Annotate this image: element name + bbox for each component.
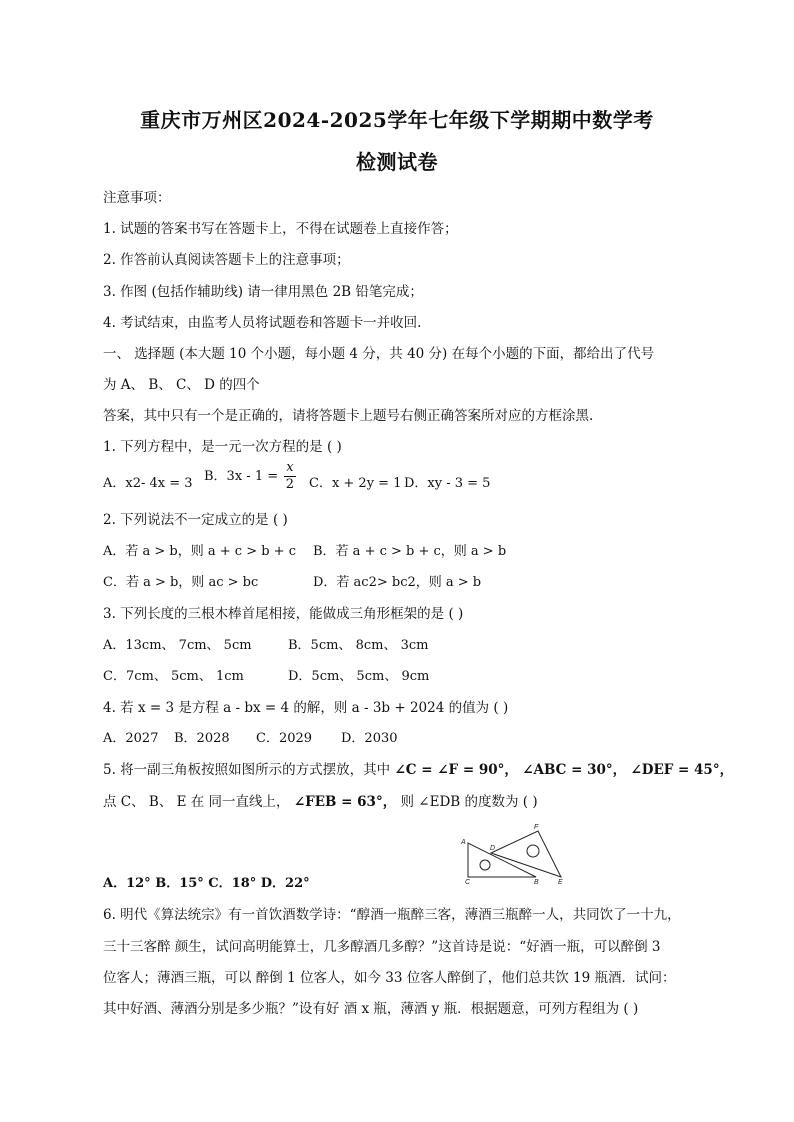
q5-condition-c-f: ∠C = ∠F = 90°， (394, 762, 518, 778)
q1-option-b (204, 460, 298, 493)
section1-line-2: 为 A、 B、 C、 D 的四个 (103, 377, 260, 393)
q5-stem-line-2-end: 则 ∠EDB 的度数为 ( ) (400, 794, 538, 810)
q5-label-f: F (534, 824, 539, 831)
title-line-1: 重庆市万州区2024-2025学年七年级下学期期中数学考 (140, 108, 654, 132)
notice-item-1: 1. 试题的答案书写在答题卡上，不得在试题卷上直接作答； (103, 221, 458, 237)
q3-stem: 3. 下列长度的三根木棒首尾相接，能做成三角形框架的是 ( ) (103, 606, 464, 622)
q2-option-b: B．若 a + c > b + c，则 a > b (313, 544, 507, 559)
q5-stem-line-2-text: 点 C、 B、 E 在 同一直线上， (103, 794, 290, 810)
notice-item-3: 3. 作图 (包括作辅助线) 请一律用黑色 2B 铅笔完成； (103, 284, 423, 300)
q2-option-d: D．若 ac2> bc2，则 a > b (313, 575, 482, 590)
q1-option-c: C．x + 2y = 1 (309, 476, 402, 491)
q5-label-a: A (461, 839, 466, 846)
q3-option-a: A．13cm、 7cm、 5cm (103, 638, 252, 653)
notice-item-2: 2. 作答前认真阅读答题卡上的注意事项； (103, 252, 350, 268)
q1-option-a: A．x2- 4x = 3 (103, 476, 193, 491)
q1-option-b-text: B．3x - 1 = (204, 469, 279, 484)
q5-condition-def: ∠DEF = 45°， (630, 762, 734, 778)
q5-stem-line-2 (103, 790, 538, 810)
q3-option-d: D．5cm、 5cm、 9cm (288, 669, 430, 684)
q2-option-a: A．若 a > b，则 a + c > b + c (103, 544, 296, 559)
q5-triangle-def (491, 831, 561, 877)
q4-option-d: D．2030 (341, 731, 398, 746)
q1-stem: 1. 下列方程中，是一元一次方程的是 ( ) (103, 439, 342, 455)
section1-line-3: 答案，其中只有一个是正确的，请将答题卡上题号右侧正确答案所对应的方框涂黑. (103, 408, 594, 424)
q5-label-b: B (534, 879, 539, 884)
q6-line-3: 位客人；薄酒三瓶，可以 醉倒 1 位客人，如今 33 位客人醉倒了，他们总共饮 19 瓶酒．试问： (103, 970, 676, 986)
q5-options: A．12° B．15° C．18° D．22° (103, 876, 310, 891)
q4-option-a: A．2027 (103, 731, 159, 746)
q2-stem: 2. 下列说法不一定成立的是 ( ) (103, 512, 288, 528)
q5-triangle-figure (458, 822, 573, 884)
q3-option-b: B．5cm、 8cm、 3cm (288, 638, 429, 653)
section1-line-1: 一、 选择题 (本大题 10 个小题，每小题 4 分，共 40 分) 在每个小题的下面，都给出了代号 (103, 346, 655, 362)
q5-label-d: D (490, 845, 496, 852)
q4-option-b: B．2028 (174, 731, 230, 746)
q1-option-d: D．xy - 3 = 5 (404, 476, 491, 491)
q5-label-e: E (558, 879, 563, 884)
q3-option-c: C．7cm、 5cm、 1cm (103, 669, 244, 684)
q5-label-c: C (465, 879, 471, 884)
q6-line-2: 三十三客醉 颜生，试问高明能算士，几多醇酒几多醇？”这首诗是说：“好酒一瓶，可以醉倒 3 (103, 939, 661, 955)
q5-circle-1 (480, 860, 490, 870)
q6-line-1: 6. 明代《算法统宗》有一首饮酒数学诗：“醇酒一瓶醉三客，薄酒三瓶醉一人，共同饮了一十九， (103, 907, 681, 923)
q5-stem-text: 5. 将一副三角板按照如图所示的方式摆放，其中 (103, 762, 391, 778)
q5-circle-2 (527, 845, 539, 857)
q4-stem: 4. 若 x = 3 是方程 a - bx = 4 的解，则 a - 3b + 2024 的值为 ( ) (103, 700, 509, 716)
q5-condition-abc: ∠ABC = 30°， (522, 762, 627, 778)
notice-heading: 注意事项： (103, 190, 171, 206)
q1-fraction-numerator: x (286, 460, 294, 475)
q1-fraction (284, 460, 295, 493)
q5-condition-feb: ∠FEB = 63°， (293, 794, 397, 810)
title-line-2: 检测试卷 (356, 150, 438, 174)
q6-line-4: 其中好酒、薄酒分别是多少瓶？”设有好 酒 x 瓶，薄酒 y 瓶．根据题意，可列方程组为 ( ) (103, 1001, 639, 1017)
q2-option-c: C．若 a > b，则 ac > bc (103, 575, 259, 590)
q1-fraction-denominator: 2 (285, 477, 295, 492)
q4-option-c: C．2029 (256, 731, 313, 746)
q5-stem-line-1 (103, 758, 733, 778)
notice-item-4: 4. 考试结束，由监考人员将试题卷和答题卡一并收回. (103, 315, 422, 331)
